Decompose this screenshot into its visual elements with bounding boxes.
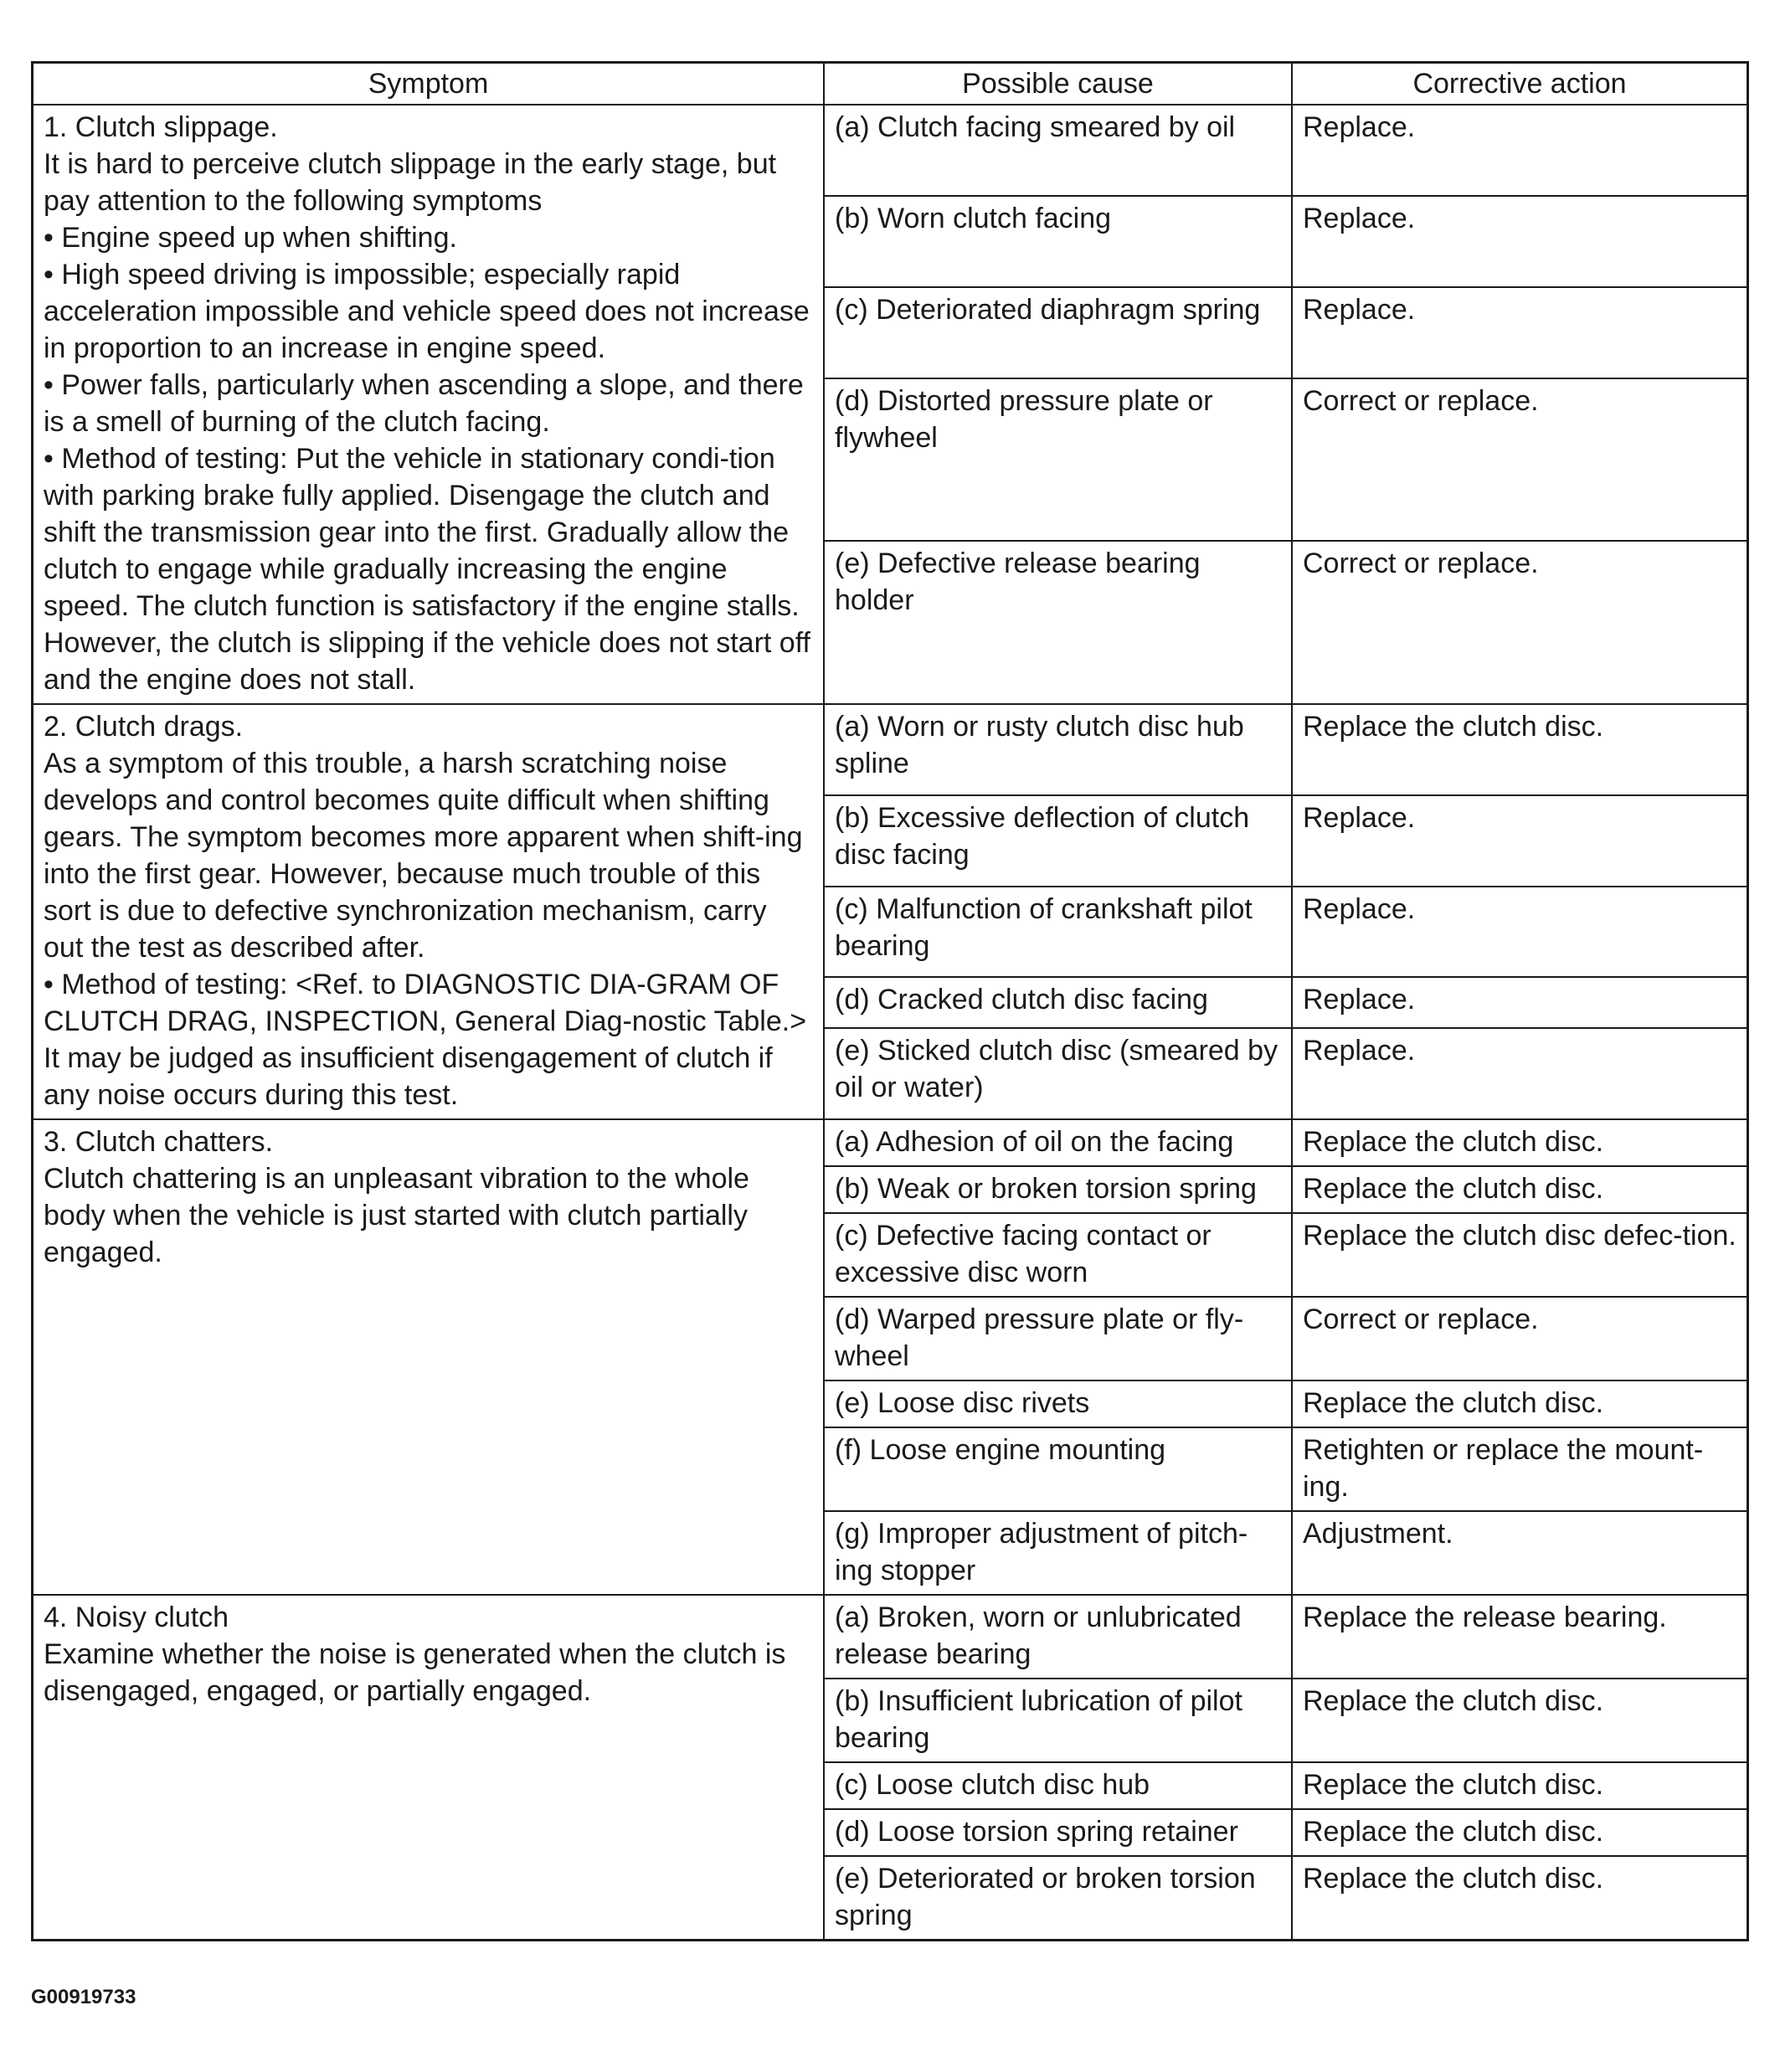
cause-cell: (e) Defective release bearing holder xyxy=(824,541,1292,704)
header-symptom: Symptom xyxy=(33,63,825,105)
cause-cell: (a) Worn or rusty clutch disc hub spline xyxy=(824,704,1292,795)
symptom-text: It may be judged as insufficient disengagement of clutch if any noise occurs during this test. xyxy=(44,1042,773,1111)
table-row xyxy=(33,1119,1748,1166)
symptom-cell xyxy=(33,704,825,1119)
cause-cell: (f) Loose engine mounting xyxy=(824,1427,1292,1511)
symptom-cell xyxy=(33,105,825,704)
cause-cell: (d) Warped pressure plate or fly-wheel xyxy=(824,1297,1292,1380)
action-cell: Replace. xyxy=(1292,196,1748,287)
action-cell: Replace. xyxy=(1292,795,1748,887)
header-corrective-action: Corrective action xyxy=(1292,63,1748,105)
table-row xyxy=(33,1595,1748,1679)
action-cell: Replace. xyxy=(1292,287,1748,378)
cause-cell: (g) Improper adjustment of pitch-ing stopper xyxy=(824,1511,1292,1595)
symptom-cell xyxy=(33,1595,825,1941)
table-row xyxy=(33,704,1748,795)
symptom-title: 3. Clutch chatters. xyxy=(44,1126,274,1158)
symptom-bullet: • Power falls, particularly when ascending a slope, and there is a smell of burning of the clutch facing. xyxy=(44,367,813,440)
symptom-cell xyxy=(33,1119,825,1595)
action-cell: Replace the clutch disc. xyxy=(1292,1762,1748,1809)
cause-cell: (a) Broken, worn or unlubricated release bearing xyxy=(824,1595,1292,1679)
action-cell: Retighten or replace the mount-ing. xyxy=(1292,1427,1748,1511)
action-cell: Replace the release bearing. xyxy=(1292,1595,1748,1679)
header-possible-cause: Possible cause xyxy=(824,63,1292,105)
cause-cell: (b) Excessive deflection of clutch disc facing xyxy=(824,795,1292,887)
header-row xyxy=(33,63,1748,105)
symptom-text: As a symptom of this trouble, a harsh scratching noise develops and control becomes quite difficult when shifting gears. The symptom becomes more apparent when shift-ing into the first gear. However, because much trouble of this sort is due to defective synchronization mechanism, carry out the test as described after. xyxy=(44,748,803,964)
cause-cell: (c) Loose clutch disc hub xyxy=(824,1762,1292,1809)
figure-id: G00919733 xyxy=(31,1986,136,2008)
action-cell: Replace. xyxy=(1292,105,1748,196)
action-cell: Replace the clutch disc. xyxy=(1292,1166,1748,1213)
cause-cell: (d) Loose torsion spring retainer xyxy=(824,1809,1292,1856)
action-cell: Replace the clutch disc. xyxy=(1292,1119,1748,1166)
action-cell: Replace. xyxy=(1292,977,1748,1028)
action-cell: Replace the clutch disc. xyxy=(1292,704,1748,795)
cause-cell: (b) Worn clutch facing xyxy=(824,196,1292,287)
action-cell: Replace the clutch disc. xyxy=(1292,1809,1748,1856)
symptom-bullet: • High speed driving is impossible; especially rapid acceleration impossible and vehicle speed does not increase in proportion to an increase in engine speed. xyxy=(44,256,813,367)
cause-cell: (a) Adhesion of oil on the facing xyxy=(824,1119,1292,1166)
symptom-text: Clutch chattering is an unpleasant vibration to the whole body when the vehicle is just started with clutch partially engaged. xyxy=(44,1163,749,1268)
action-cell: Correct or replace. xyxy=(1292,378,1748,542)
cause-cell: (b) Insufficient lubrication of pilot bearing xyxy=(824,1679,1292,1762)
table-body xyxy=(33,105,1748,1941)
action-cell: Replace the clutch disc. xyxy=(1292,1679,1748,1762)
symptom-title: 2. Clutch drags. xyxy=(44,711,244,743)
symptom-bullet: • Method of testing: <Ref. to DIAGNOSTIC DIA-GRAM OF CLUTCH DRAG, INSPECTION, General Diag-nostic Table.> xyxy=(44,966,813,1040)
cause-cell: (d) Cracked clutch disc facing xyxy=(824,977,1292,1028)
symptom-bullet: • Method of testing: Put the vehicle in stationary condi-tion with parking brake fully applied. Disengage the clutch and shift the transmission gear into the first. Gradually allow the clutch to engage while gradually increasing the engine speed. The clutch function is satisfactory if the engine stalls. However, the clutch is slipping if the vehicle does not start off and the engine does not stall. xyxy=(44,440,813,698)
cause-cell: (e) Deteriorated or broken torsion spring xyxy=(824,1856,1292,1941)
action-cell: Adjustment. xyxy=(1292,1511,1748,1595)
action-cell: Replace. xyxy=(1292,1028,1748,1119)
troubleshooting-table xyxy=(31,61,1749,1941)
cause-cell: (d) Distorted pressure plate or flywheel xyxy=(824,378,1292,542)
symptom-text: Examine whether the noise is generated when the clutch is disengaged, engaged, or partially engaged. xyxy=(44,1638,786,1707)
action-cell: Replace the clutch disc defec-tion. xyxy=(1292,1213,1748,1297)
symptom-bullet: • Engine speed up when shifting. xyxy=(44,219,813,256)
cause-cell: (c) Malfunction of crankshaft pilot bearing xyxy=(824,887,1292,978)
cause-cell: (a) Clutch facing smeared by oil xyxy=(824,105,1292,196)
cause-cell: (e) Loose disc rivets xyxy=(824,1380,1292,1427)
action-cell: Correct or replace. xyxy=(1292,541,1748,704)
cause-cell: (c) Defective facing contact or excessive disc worn xyxy=(824,1213,1292,1297)
action-cell: Replace the clutch disc. xyxy=(1292,1856,1748,1941)
action-cell: Replace the clutch disc. xyxy=(1292,1380,1748,1427)
symptom-text: It is hard to perceive clutch slippage in the early stage, but pay attention to the following symptoms xyxy=(44,148,777,217)
table-row xyxy=(33,105,1748,196)
symptom-title: 4. Noisy clutch xyxy=(44,1602,229,1633)
cause-cell: (c) Deteriorated diaphragm spring xyxy=(824,287,1292,378)
action-cell: Correct or replace. xyxy=(1292,1297,1748,1380)
cause-cell: (e) Sticked clutch disc (smeared by oil or water) xyxy=(824,1028,1292,1119)
symptom-title: 1. Clutch slippage. xyxy=(44,111,278,143)
cause-cell: (b) Weak or broken torsion spring xyxy=(824,1166,1292,1213)
action-cell: Replace. xyxy=(1292,887,1748,978)
